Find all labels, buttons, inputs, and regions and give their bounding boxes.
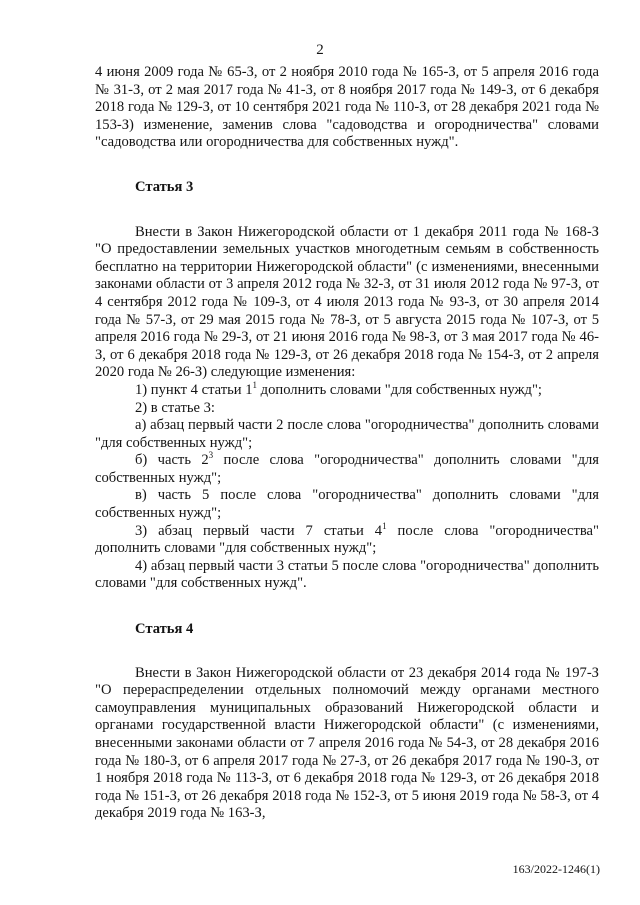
item-1-text-a: 1) пункт 4 статьи 1 (135, 381, 253, 398)
item-2b-text-b: после слова "огородничества" дополнить словами "для собственных нужд"; (95, 452, 599, 486)
item-3-superscript: 1 (382, 520, 387, 531)
article-3-intro: Внести в Закон Нижегородской области от 1 декабря 2011 года № 168-З "О предоставлении земельных участков многодетным семьям в собственность бесплатно на территории Нижегородской области" (с изменениями, внесенными законами области от 3 апреля 2012 года № 32-З, от 31 июля 2012 года № 97-З, от 4 сентября 2012 года № 109-З, от 4 июля 2013 года № 93-З, от 30 апреля 2014 года № 57-З, от 29 мая 2015 года № 78-З, от 5 августа 2015 года № 107-З, от 5 апреля 2016 года № 29-З, от 21 июня 2016 года № 98-З, от 3 мая 2017 года № 46-З, от 6 декабря 2018 года № 129-З, от 26 декабря 2018 года № 154-З, от 2 апреля 2020 года № 26-З) следующие изменения: (95, 223, 599, 381)
document-body (95, 64, 599, 823)
article-3-item-1 (95, 379, 599, 400)
article-3-item-2a: а) абзац первый части 2 после слова "огородничества" дополнить словами "для собственных нужд"; (95, 417, 599, 451)
item-2b-superscript: 3 (208, 450, 214, 461)
article-3-heading: Статья 3 (135, 178, 194, 195)
article-3-item-2b (95, 452, 599, 487)
item-1-text-b: дополнить словами "для собственных нужд"; (257, 381, 542, 398)
item-2b-text-a: б) часть 2 (135, 452, 209, 469)
item-3-text-b: после слова "огородничества" дополнить словами "для собственных нужд"; (95, 522, 599, 557)
page-number: 2 (316, 42, 324, 58)
article-4-intro: Внести в Закон Нижегородской области от 23 декабря 2014 года № 197-З "О перераспределении отдельных полномочий между органами местного самоуправления муниципальных образований Нижегородской области и органами государственной власти Нижегородской области" (с изменениями, внесенными законами области от 7 апреля 2016 года № 54-З, от 28 декабря 2016 года № 180-З, от 6 апреля 2017 года № 27-З, от 26 декабря 2017 года № 190-З, от 1 ноября 2018 года № 113-З, от 6 декабря 2018 года № 129-З, от 26 декабря 2018 года № 151-З, от 26 декабря 2018 года № 152-З, от 5 июня 2019 года № 58-З, от 4 декабря 2019 года № 163-З, (95, 664, 599, 822)
item-3-text-a: 3) абзац первый части 7 статьи 4 (135, 522, 383, 539)
article-4-heading: Статья 4 (135, 621, 194, 638)
intro-paragraph: 4 июня 2009 года № 65-З, от 2 ноября 2010 года № 165-З, от 5 апреля 2016 года № 31-З, от 2 мая 2017 года № 41-З, от 8 ноября 2017 года № 149-З, от 6 декабря 2018 года № 129-З, от 10 сентября 2021 года № 110-З, от 28 декабря 2021 года № 153-З) изменение, заменив слова "садоводства и огородничества" словами "садоводства или огородничества для собственных нужд". (95, 64, 599, 151)
article-3-item-4: 4) абзац первый части 3 статьи 5 после слова "огородничества" дополнить словами "для собственных нужд". (95, 557, 599, 592)
article-3-item-2: 2) в статье 3: (135, 399, 215, 416)
document-code: 163/2022-1246(1) (512, 862, 600, 876)
article-3-item-2c: в) часть 5 после слова "огородничества" дополнить словами "для собственных нужд"; (95, 487, 599, 522)
article-3-item-3 (95, 520, 599, 558)
item-1-superscript: 1 (252, 379, 258, 390)
